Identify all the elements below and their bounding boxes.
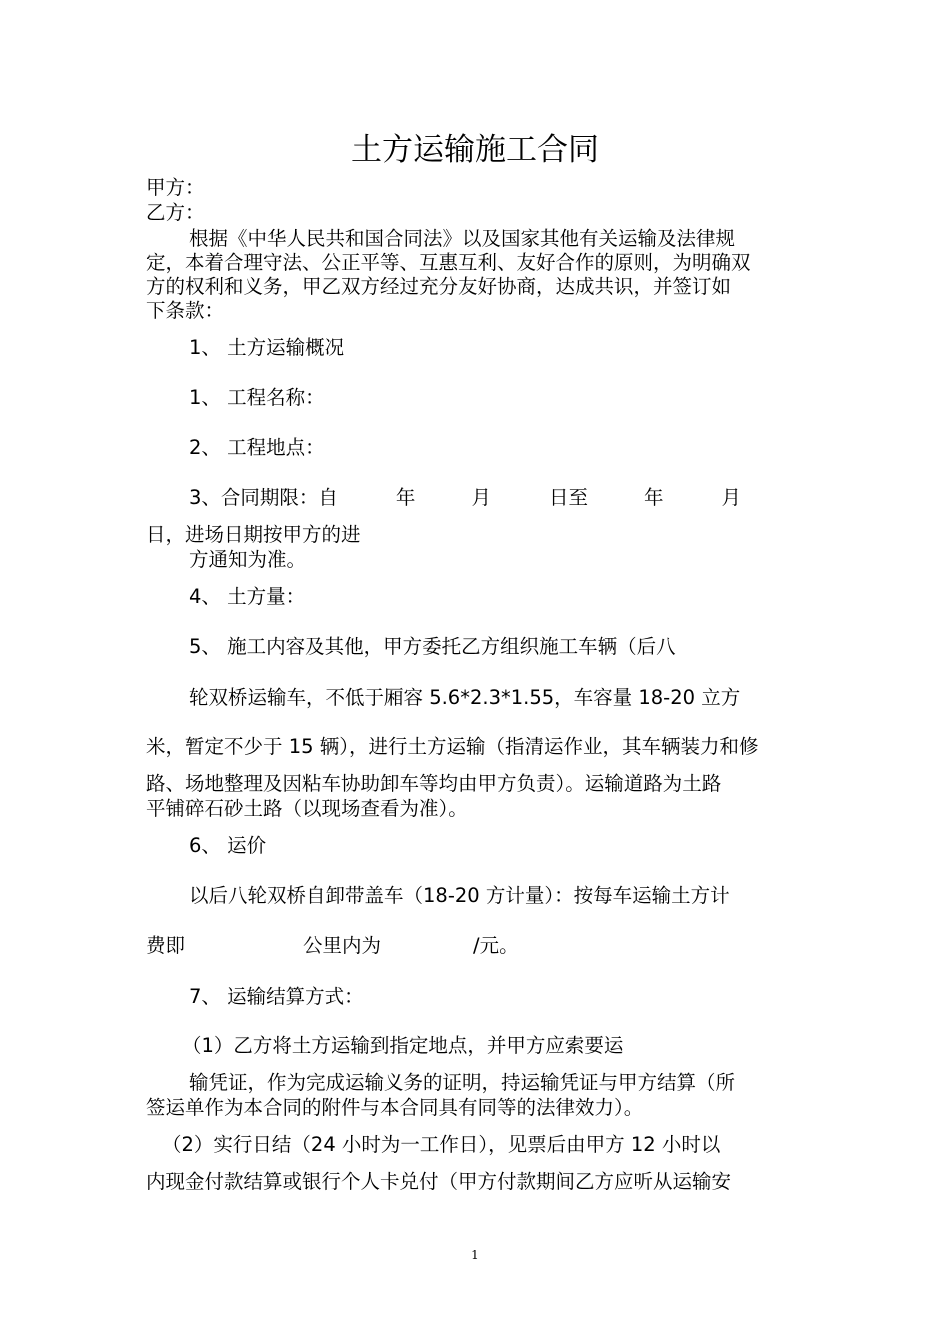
- intro-line: 定，本着合理守法、公正平等、互惠互利、友好合作的原则，为明确双: [146, 251, 751, 274]
- section-heading: 1、 土方运输概况: [189, 336, 345, 359]
- item-scope-line: 轮双桥运输车，不低于厢容 5.6*2.3*1.55，车容量 18-20 立方: [189, 686, 741, 709]
- period-month-2: 月: [721, 486, 741, 509]
- intro-line: 根据《中华人民共和国合同法》以及国家其他有关运输及法律规: [189, 227, 736, 250]
- price-unit: /元。: [473, 934, 519, 957]
- period-day-to: 日至: [548, 486, 588, 509]
- contract-title: 土方运输施工合同: [351, 132, 599, 168]
- settlement-line: 签运单作为本合同的附件与本合同具有同等的法律效力）。: [146, 1096, 644, 1119]
- settlement-line: 输凭证，作为完成运输义务的证明，持运输凭证与甲方结算（所: [189, 1071, 736, 1094]
- item-scope-line: 米，暂定不少于 15 辆），进行土方运输（指清运作业，其车辆装力和修: [146, 735, 759, 758]
- settlement-line: （2）实行日结（24 小时为一工作日），见票后由甲方 12 小时以: [162, 1133, 721, 1156]
- item-price-heading: 6、 运价: [189, 834, 267, 857]
- item-project-location: 2、 工程地点：: [189, 436, 325, 459]
- price-line: 以后八轮双桥自卸带盖车（18-20 方计量）：按每车运输土方计: [189, 884, 730, 907]
- period-month-1: 月: [471, 486, 491, 509]
- settlement-line: 内现金付款结算或银行个人卡兑付（甲方付款期间乙方应听从运输安: [146, 1170, 732, 1193]
- price-line-2: [146, 934, 519, 958]
- period-year-2: 年: [643, 486, 664, 509]
- price-km-label: 公里内为: [303, 934, 382, 957]
- settlement-line: （1）乙方将土方运输到指定地点，并甲方应索要运: [182, 1034, 624, 1057]
- period-line-2: 日，进场日期按甲方的进: [146, 523, 361, 546]
- party-a-line: 甲方：: [146, 176, 205, 199]
- item-scope-line: 平铺碎石砂土路（以现场查看为准）。: [146, 797, 468, 820]
- intro-line: 下条款：: [146, 299, 225, 322]
- intro-line: 方的权利和义务，甲乙双方经过充分友好协商，达成共识，并签订如: [146, 275, 732, 298]
- party-b-line: 乙方：: [146, 201, 205, 224]
- period-line-3: 方通知为准。: [189, 548, 307, 571]
- item-scope-line: 5、 施工内容及其他，甲方委托乙方组织施工车辆（后八: [189, 635, 676, 658]
- item-settlement-heading: 7、 运输结算方式：: [189, 985, 364, 1008]
- item-contract-period: [189, 486, 741, 510]
- item-scope-line: 路、场地整理及因粘车协助卸车等均由甲方负责）。运输道路为土路: [146, 772, 722, 795]
- item-project-name: 1、 工程名称：: [189, 386, 325, 409]
- item-earth-volume: 4、 土方量：: [189, 585, 306, 608]
- price-prefix: 费即: [146, 934, 186, 957]
- period-prefix: 3、合同期限：自: [189, 486, 338, 509]
- period-year-1: 年: [395, 486, 416, 509]
- page-number: 1: [471, 1248, 479, 1262]
